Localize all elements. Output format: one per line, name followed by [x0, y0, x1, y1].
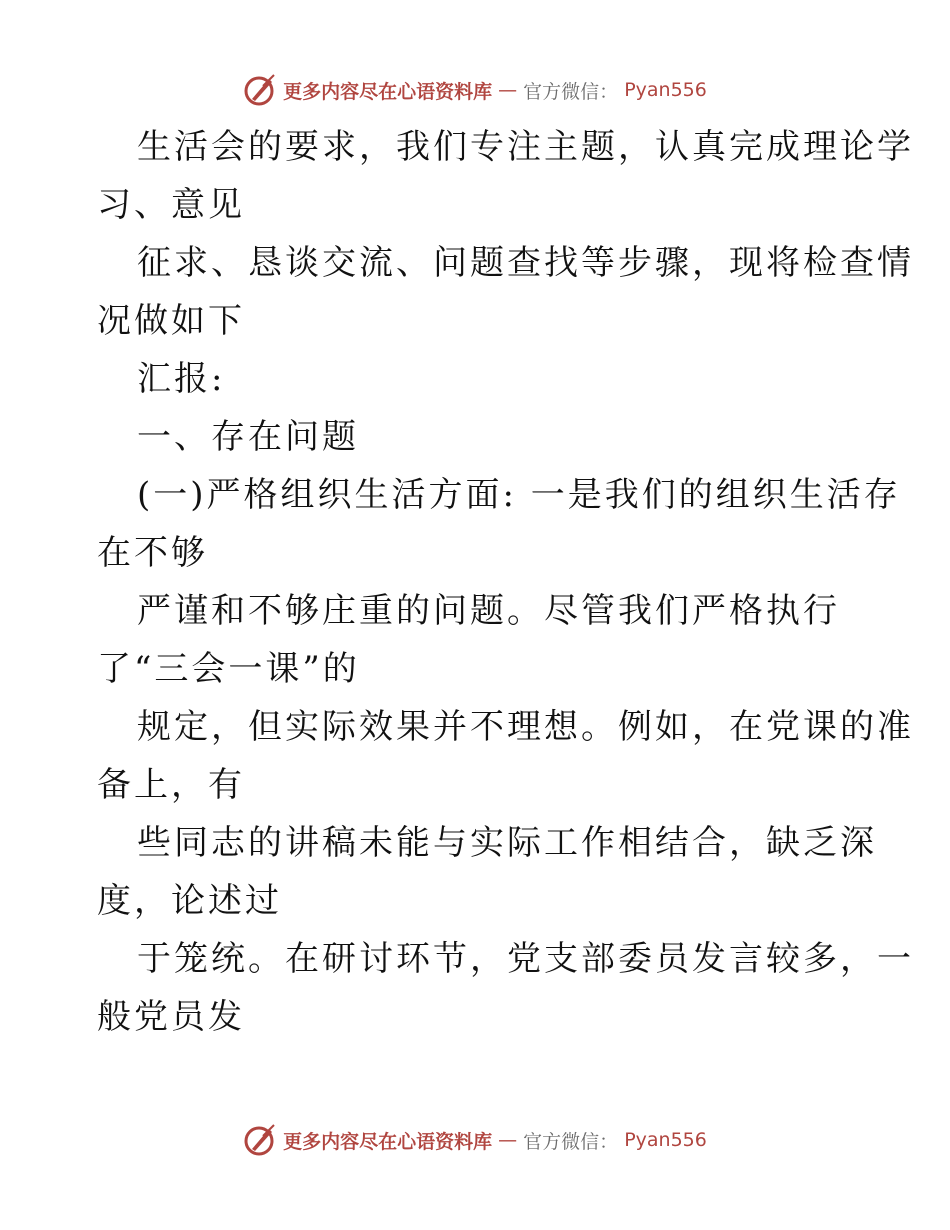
text-line: 了“三会一课”的: [97, 649, 360, 689]
watermark-wechat-id: Pyan556: [624, 79, 707, 101]
watermark-separator: —: [498, 79, 518, 101]
text-line: 征求、恳谈交流、问题查找等步骤，现将检查情: [137, 243, 914, 283]
watermark-separator: —: [498, 1129, 518, 1151]
watermark-brand: 更多内容尽在心语资料库: [283, 1130, 493, 1153]
text-line: 于笼统。在研讨环节，党支部委员发言较多，一: [137, 939, 914, 979]
text-line: 些同志的讲稿未能与实际工作相结合，缺乏深: [137, 823, 877, 863]
section-heading: 一、存在问题: [137, 417, 359, 457]
text-line: 严谨和不够庄重的问题。尽管我们严格执行: [137, 591, 840, 631]
text-line: 度，论述过: [97, 881, 282, 921]
footer-watermark: [0, 1120, 950, 1160]
text-line: 在不够: [97, 533, 208, 573]
watermark-wechat-id: Pyan556: [624, 1129, 707, 1151]
quill-logo-icon: [243, 1123, 277, 1157]
text-line: 规定，但实际效果并不理想。例如，在党课的准: [137, 707, 914, 747]
text-line: (一)严格组织生活方面: 一是我们的组织生活存: [137, 475, 901, 515]
text-line: 生活会的要求，我们专注主题，认真完成理论学: [137, 127, 914, 167]
header-watermark: [0, 70, 950, 110]
text-line: 况做如下: [97, 301, 245, 341]
text-line: 汇报:: [137, 359, 226, 399]
watermark-wechat-label: 官方微信：: [523, 1130, 619, 1153]
text-line: 备上，有: [97, 765, 245, 805]
text-line: 习、意见: [97, 185, 245, 225]
text-line: 般党员发: [97, 997, 245, 1037]
watermark-brand: 更多内容尽在心语资料库: [283, 80, 493, 103]
quill-logo-icon: [243, 73, 277, 107]
watermark-wechat-label: 官方微信：: [523, 80, 619, 103]
